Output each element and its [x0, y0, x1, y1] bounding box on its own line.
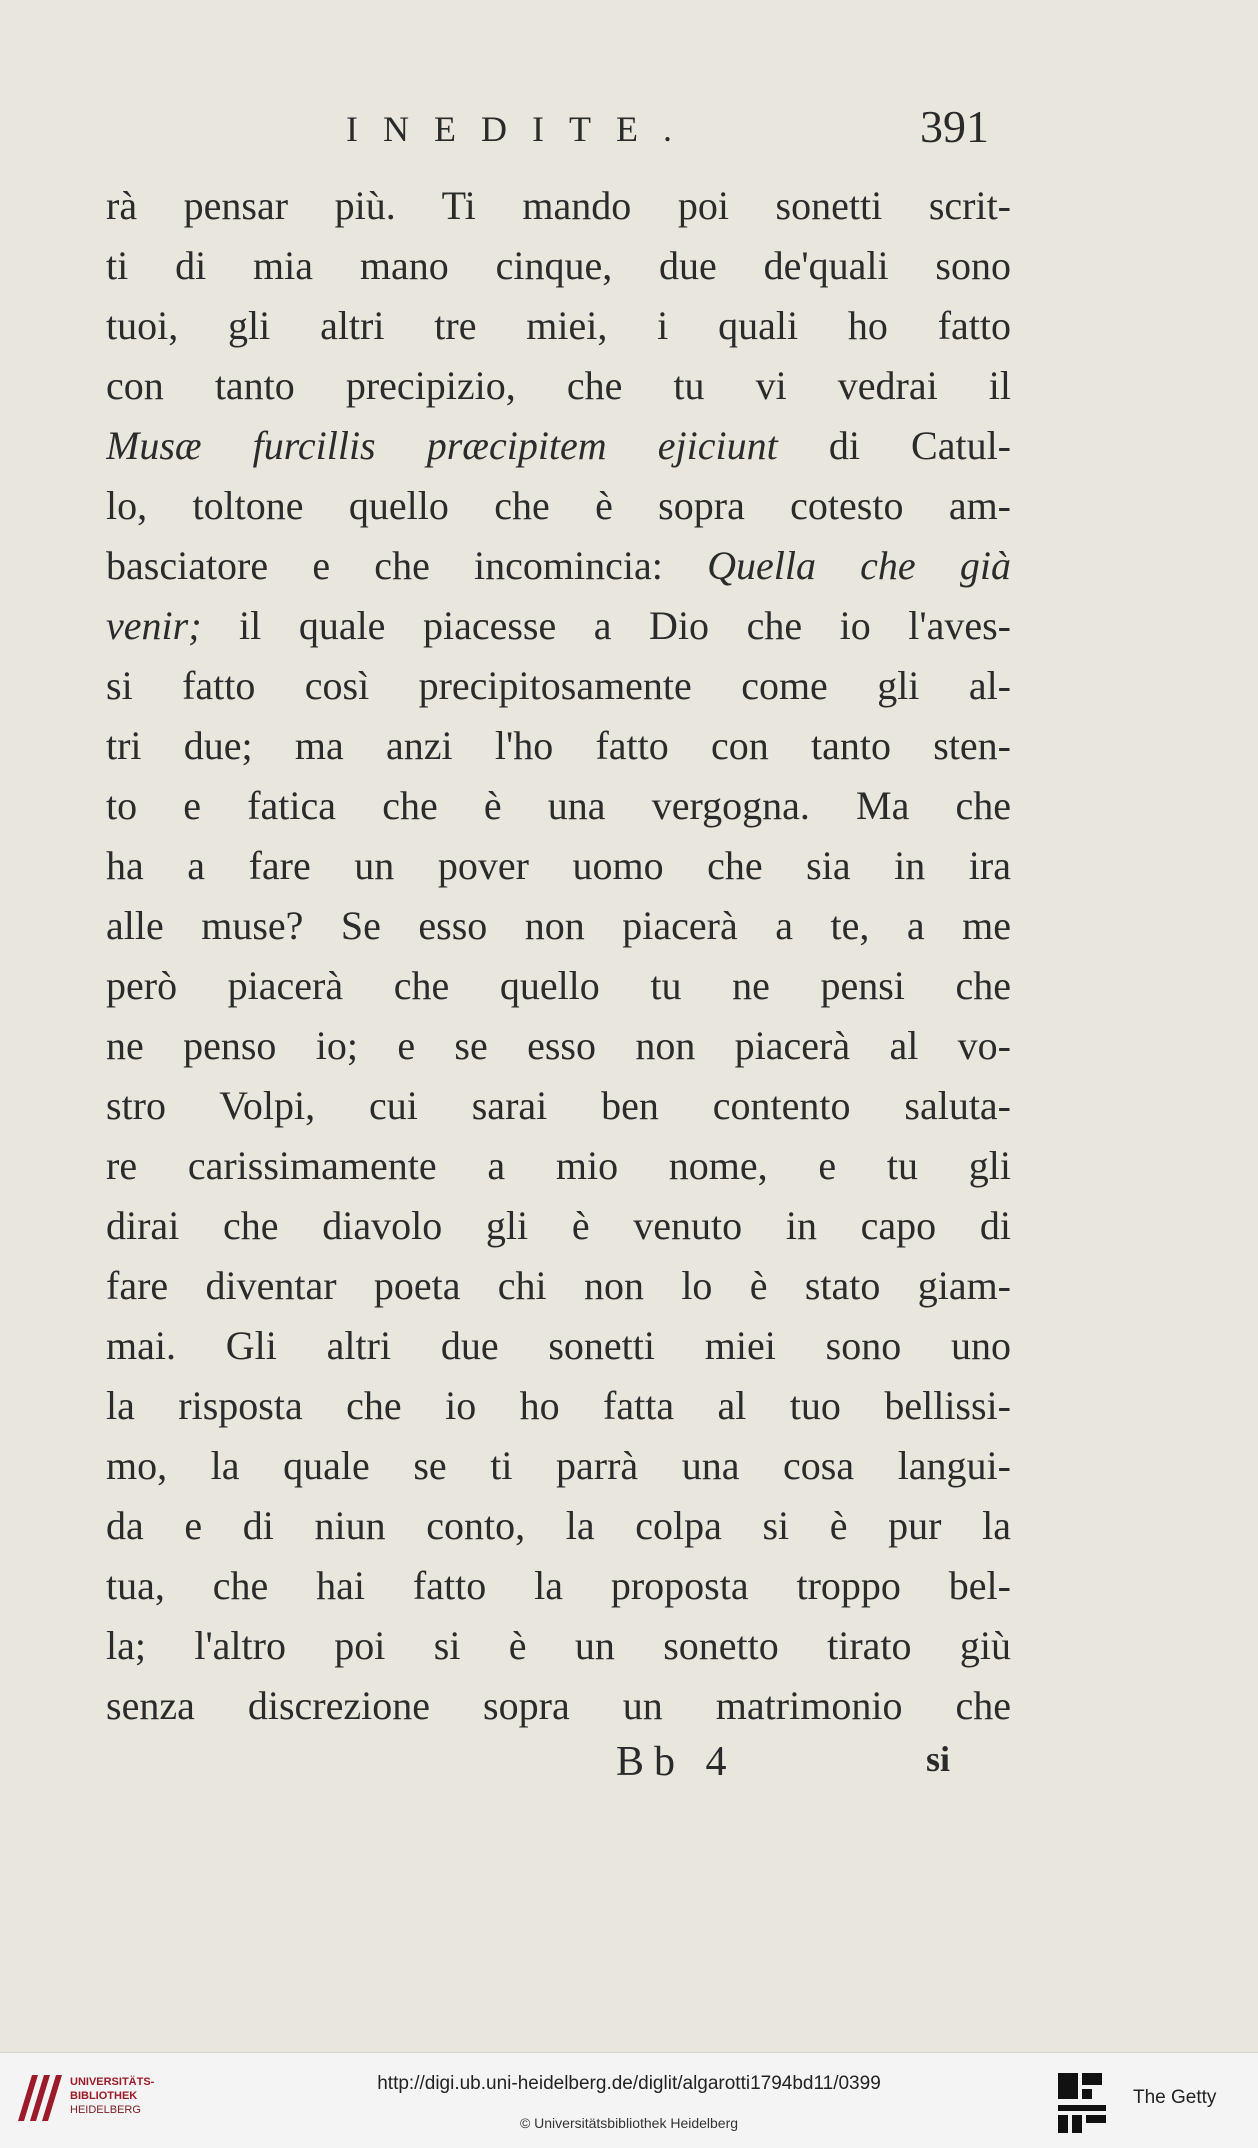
copyright-notice: © Universitätsbibliothek Heidelberg: [519, 2115, 739, 2131]
text-line: [106, 1136, 1011, 1196]
text-line: [106, 1016, 1011, 1076]
line-text: la risposta che io ho fatta al tuo bellissi-: [106, 1383, 1011, 1428]
library-name-line1: UNIVERSITÄTS-: [70, 2076, 155, 2088]
text-line: [106, 416, 1011, 476]
text-line: [106, 776, 1011, 836]
line-text: fare diventar poeta chi non lo è stato giam-: [106, 1263, 1011, 1308]
text-line: [106, 1316, 1011, 1376]
text-line: [106, 716, 1011, 776]
text-line: [106, 476, 1011, 536]
text-line: [106, 296, 1011, 356]
text-line: [106, 1076, 1011, 1136]
line-text: si fatto così precipitosamente come gli al-: [106, 663, 1011, 708]
line-text: to e fatica che è una vergogna. Ma che: [106, 783, 1011, 828]
text-line: [106, 356, 1011, 416]
text-line: [106, 1496, 1011, 1556]
line-text: ti di mia mano cinque, due de'quali sono: [106, 243, 1011, 288]
text-line: [106, 596, 1011, 656]
page-header: [0, 100, 1258, 160]
page-footer: [0, 1728, 1258, 1798]
line-text: il quale piacesse a Dio che io l'aves-: [201, 603, 1011, 648]
viewer-footer-bar: [0, 2052, 1258, 2148]
text-line: [106, 956, 1011, 1016]
library-name-line3: HEIDELBERG: [70, 2104, 141, 2116]
text-line: [106, 1436, 1011, 1496]
line-text: tuoi, gli altri tre miei, i quali ho fatto: [106, 303, 1011, 348]
text-line: [106, 1556, 1011, 1616]
catchword: si: [926, 1739, 951, 1779]
text-line: [106, 656, 1011, 716]
line-text: tua, che hai fatto la proposta troppo bel-: [106, 1563, 1011, 1608]
getty-logo-icon: [1056, 2071, 1108, 2135]
partner-name: The Getty: [1133, 2087, 1217, 2108]
text-line: [106, 536, 1011, 596]
page-number: 391: [920, 101, 989, 152]
running-title: INEDITE.: [346, 109, 697, 149]
line-text: re carissimamente a mio nome, e tu gli: [106, 1143, 1011, 1188]
text-line: [106, 1256, 1011, 1316]
line-text: la; l'altro poi si è un sonetto tirato giù: [106, 1623, 1011, 1668]
text-line: [106, 1376, 1011, 1436]
text-line: [106, 836, 1011, 896]
text-line: [106, 176, 1011, 236]
text-line: [106, 236, 1011, 296]
signature-mark: Bb 4: [616, 1739, 737, 1785]
text-line: [106, 896, 1011, 956]
library-name-line2: BIBLIOTHEK: [70, 2090, 138, 2102]
line-text: mai. Gli altri due sonetti miei sono uno: [106, 1323, 1011, 1368]
line-text: lo, toltone quello che è sopra cotesto am-: [106, 483, 1011, 528]
line-text: ha a fare un pover uomo che sia in ira: [106, 843, 1011, 888]
italic-phrase: venir;: [106, 603, 202, 648]
line-text: senza discrezione sopra un matrimonio che: [106, 1683, 1011, 1728]
italic-phrase: Musæ furcillis præcipitem ejiciunt: [106, 423, 778, 468]
line-text: mo, la quale se ti parrà una cosa langui-: [106, 1443, 1011, 1488]
line-text: tri due; ma anzi l'ho fatto con tanto sten-: [106, 723, 1011, 768]
text-line: [106, 1676, 1011, 1736]
line-text: da e di niun conto, la colpa si è pur la: [106, 1503, 1011, 1548]
body-text: [106, 176, 1011, 1736]
text-line: [106, 1196, 1011, 1256]
line-text: ne penso io; e se esso non piacerà al vo-: [106, 1023, 1011, 1068]
text-line: [106, 1616, 1011, 1676]
line-text: basciatore e che incomincia:: [106, 543, 708, 588]
permalink-url[interactable]: http://digi.ub.uni-heidelberg.de/diglit/algarotti1794bd11/0399: [377, 2073, 881, 2094]
line-text: alle muse? Se esso non piacerà a te, a me: [106, 903, 1011, 948]
line-text: dirai che diavolo gli è venuto in capo di: [106, 1203, 1011, 1248]
line-text: però piacerà che quello tu ne pensi che: [106, 963, 1011, 1008]
italic-phrase: Quella che già: [707, 543, 1011, 588]
line-text: rà pensar più. Ti mando poi sonetti scrit-: [106, 183, 1011, 228]
line-text: stro Volpi, cui sarai ben contento saluta-: [106, 1083, 1011, 1128]
line-text: di Catul-: [777, 423, 1011, 468]
line-text: con tanto precipizio, che tu vi vedrai il: [106, 363, 1011, 408]
